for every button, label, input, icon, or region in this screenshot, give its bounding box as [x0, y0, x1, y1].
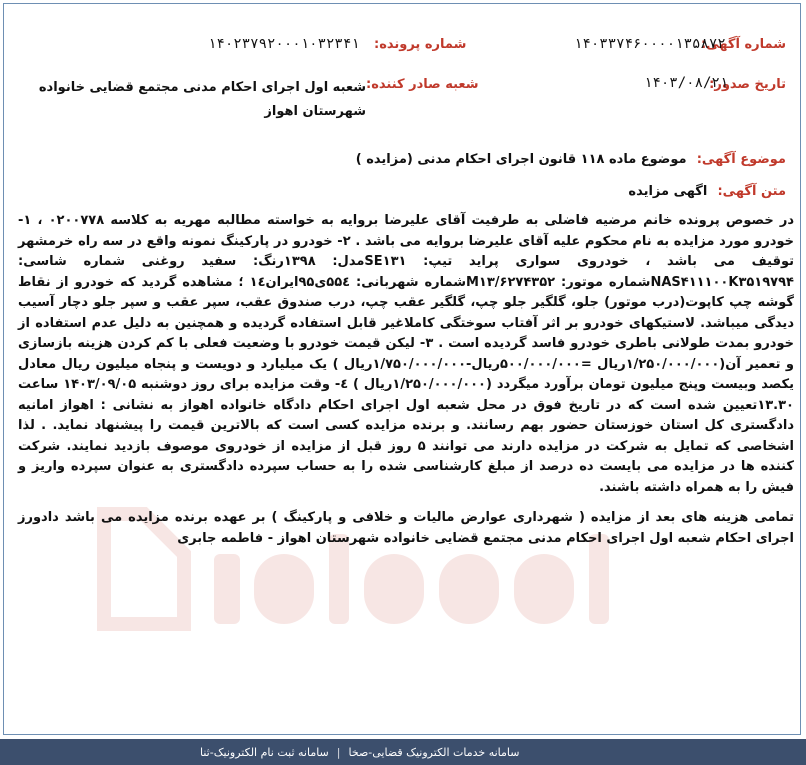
case-number-value: ۱۴۰۲۳۷۹۲۰۰۰۱۰۳۲۳۴۱ — [208, 36, 360, 52]
body-paragraph-1: در خصوص پرونده خانم مرضیه فاضلی به طرفیت آقای علیرضا بروایه به خواسته مطالبه مهریه به کلاسه ۰۲۰۰۷۷۸ ، ۱- خودرو مورد مزایده به نام محکوم علیه آقای علیرضا بروایه می باشد . ۲- خودرو در پارکینگ نمونه واقع در سه راه خرمشهر توقیف می باشد ، خودروی سواری پراید تیپ: SE۱۳۱مدل: ۱۳۹۸رنگ: سفید روغنی شماره شاسی: NAS۴۱۱۱۰۰K۳۵۱۹۷۹۴شماره موتور: M۱۳/۶۲۷۴۳۵۲شماره شهربانی: ۵۵٤ی۹۵ایران۱٤ ؛ مشاهده گردید که خودرو از نقاط گوشه چپ کاپوت(درب موتور) جلو، گلگیر جلو چپ، گلگیر عقب چپ، درب صندوق عقب، سپر عقب و سپر جلو دچار آسیب دیدگی میباشد. لاستیکهای خودرو بر اثر آفتاب سوختگی کاملاغیر قابل استفاده گردیده و همچنین به دلیل عدم استفاده از خودرو بمدت طولانی باطری خودرو فاسد گردیده است . ۳- لیکن قیمت خودرو با وضعیت فعلی با کم کردن هزینه بازسازی و تعمیر آن(۱/۲۵۰/۰۰۰/۰۰۰ریال =۵۰۰/۰۰۰/۰۰۰ریال-۱/۷۵۰/۰۰۰/۰۰۰ریال ) یک میلیارد و دویست و پنجاه میلیون ریال معادل یکصد وبیست وپنج میلیون تومان برآورد میگردد (۱/۲۵۰/۰۰۰/۰۰۰ریال ) ٤- وقت مزایده برای روز دوشنبه ۱۴۰۳/۰۹/۰۵ ساعت ۱۳.۳۰تعیین شده است که در تاریخ فوق در محل شعبه اول اجرای احکام دادگاه خانواده اهواز به نشانی : اهواز امانیه دادگستری کل استان خوزستان حضور بهم رسانند. و برنده مزایده کسی است که بالاترین قیمت را پیشنهاد نماید. . لذا اشخاصی که تمایل به شرکت در مزایده دارند می توانند ۵ روز قبل از مزایده از خودروی موصوف بازدید نمایند. شرکت کننده ها در مزایده می بایست ده درصد از مبلغ کارشناسی شده را به حساب سپرده دادگستری به عنوان سپرده واریز و فیش را به همراه داشته باشند. — [18, 213, 794, 495]
subject-label: موضوع آگهی: — [696, 152, 786, 167]
issue-date-label: تاریخ صدور: — [709, 77, 786, 92]
issuer-label: شعبه صادر کننده: — [366, 77, 479, 92]
ad-text-label: متن آگهی: — [717, 184, 786, 199]
notice-body — [18, 211, 794, 549]
ad-text-row — [628, 184, 786, 199]
subject-value: موضوع ماده ۱۱۸ قانون اجرای احکام مدنی (مزایده ) — [355, 152, 687, 167]
ad-number-label: شماره آگهی: — [700, 37, 786, 52]
issue-date-value: ۱۴۰۳/۰۸/۲۱ — [644, 75, 729, 91]
ad-text-value: اگهی مزایده — [628, 184, 708, 199]
ad-number-value: ۱۴۰۳۳۷۴۶۰۰۰۰۱۳۵۸۷۲ — [574, 36, 726, 52]
subject-row — [356, 152, 786, 167]
footer-bar — [0, 739, 806, 765]
case-number-label: شماره پرونده: — [374, 37, 467, 52]
notice-frame — [3, 3, 801, 735]
footer-separator: | — [336, 745, 341, 759]
issuer-value: شعبه اول اجرای احکام مدنی مجتمع قضایی خانواده شهرستان اهواز — [38, 80, 366, 119]
footer-link-sana[interactable]: سامانه ثبت نام الکترونیک-ثنا — [200, 745, 329, 759]
body-paragraph-2: تمامی هزینه های بعد از مزایده ( شهرداری عوارض مالیات و خلافی و پارکینگ ) بر عهده برنده مزایده می باشد دادورز اجرای احکام شعبه اول اجرای احکام مدنی مجتمع قضایی خانواده شهرستان اهواز - فاطمه جابری — [18, 510, 794, 546]
footer-link-sakha[interactable]: سامانه خدمات الکترونیک قضایی-صخا — [348, 745, 520, 759]
